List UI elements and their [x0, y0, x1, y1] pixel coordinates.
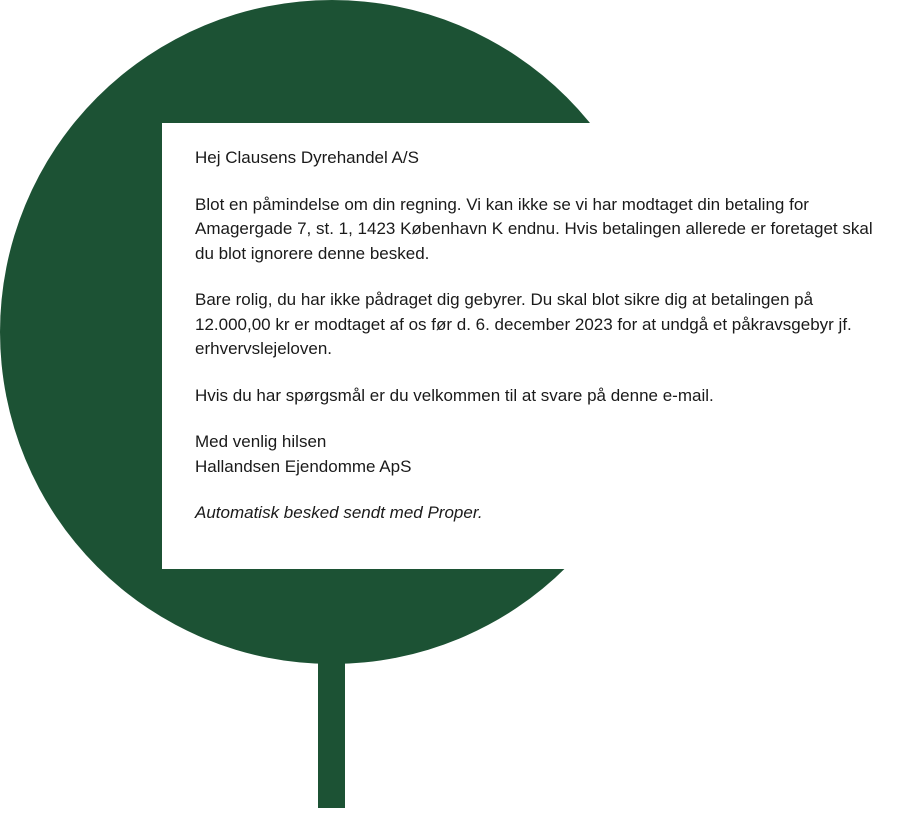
email-paragraph-questions: Hvis du har spørgsmål er du velkommen til at svare på denne e-mail. — [195, 385, 714, 405]
email-greeting: Hej Clausens Dyrehandel A/S — [195, 148, 419, 167]
email-paragraph-fees: Bare rolig, du har ikke pådraget dig gebyrer. Du skal blot sikre dig at betalingen på 12.000,00 kr er modtaget af os før d. 6. december 2023 for at undgå et påkravsgebyr jf. erhvervslejeloven. — [195, 290, 852, 358]
email-closing: Med venlig hilsen — [195, 432, 327, 451]
email-message-card — [162, 123, 900, 569]
tree-trunk — [318, 655, 345, 808]
email-signature — [195, 430, 885, 479]
email-sender: Hallandsen Ejendomme ApS — [195, 456, 412, 476]
email-footer-note: Automatisk besked sendt med Proper. — [195, 503, 483, 522]
email-paragraph-reminder: Blot en påmindelse om din regning. Vi kan ikke se vi har modtaget din betaling for Amagergade 7, st. 1, 1423 København K endnu. Hvis betalingen allerede er foretaget skal du blot ignorere denne besked. — [195, 194, 873, 263]
